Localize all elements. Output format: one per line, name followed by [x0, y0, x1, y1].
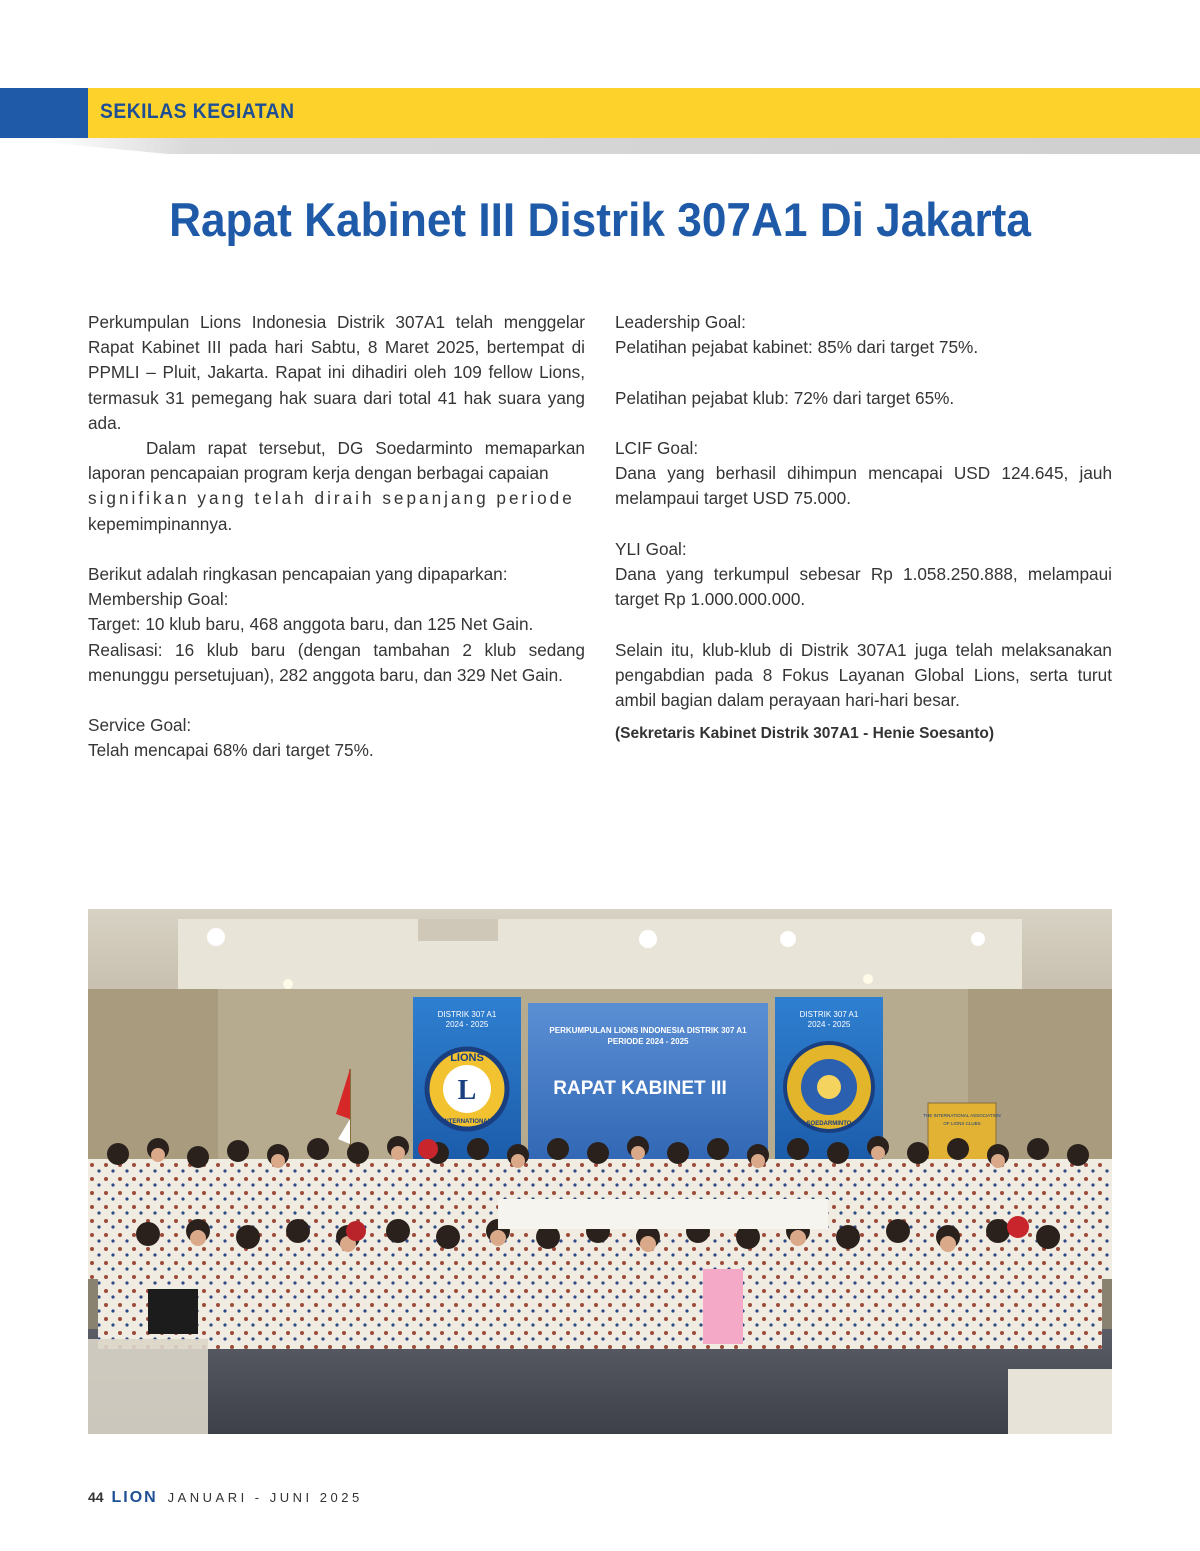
group-photo: [88, 909, 1112, 1434]
report-paragraph-spread-line: signifikan yang telah diraih sepanjang periode: [88, 488, 575, 509]
membership-realisasi: Realisasi: 16 klub baru (dengan tambahan 2 klub sedang menunggu persetujuan), 282 anggota baru, dan 329 Net Gain.: [88, 639, 585, 685]
banner-center-line1: PERKUMPULAN LIONS INDONESIA DISTRIK 307 A1: [549, 1026, 747, 1035]
membership-target: Target: 10 klub baru, 468 anggota baru, dan 125 Net Gain.: [88, 614, 534, 635]
left-column: [88, 310, 585, 764]
banner-right-line1: DISTRIK 307 A1: [799, 1010, 859, 1019]
banner-center-line2: PERIODE 2024 - 2025: [607, 1037, 689, 1046]
banner-center-line3: RAPAT KABINET III: [553, 1078, 727, 1099]
magazine-name: LION: [111, 1489, 158, 1506]
banner-left-line2: 2024 - 2025: [445, 1020, 489, 1029]
flag-text-line2: OF LIONS CLUBS: [943, 1121, 981, 1126]
yli-heading: YLI Goal:: [615, 538, 687, 559]
flag-text-line1: THE INTERNATIONAL ASSOCIATION: [923, 1113, 1001, 1118]
leadership-club: Pelatihan pejabat klub: 72% dari target 65%.: [615, 387, 955, 408]
page-number: 44: [88, 1489, 104, 1505]
closing-paragraph: Selain itu, klub-klub di Distrik 307A1 juga telah melaksanakan pengabdian pada 8 Fokus Layanan Global Lions, serta turut ambil bagian dalam perayaan hari-hari besar.: [615, 639, 1112, 710]
banner-left-line1: DISTRIK 307 A1: [437, 1010, 497, 1019]
lcif-heading: LCIF Goal:: [615, 437, 699, 458]
leadership-heading: Leadership Goal:: [615, 312, 746, 332]
group-photo-illustration: [88, 909, 1112, 1434]
yli-text: Dana yang terkumpul sebesar Rp 1.058.250.888, melampaui target Rp 1.000.000.000.: [615, 563, 1112, 610]
author-signature: (Sekretaris Kabinet Distrik 307A1 - Henie Soesanto): [615, 725, 995, 743]
report-paragraph-end: kepemimpinannya.: [88, 513, 233, 534]
issue-period: JANUARI - JUNI 2025: [167, 1490, 363, 1505]
header-shadow: [0, 138, 1200, 154]
summary-intro: Berikut adalah ringkasan pencapaian yang dipaparkan:: [88, 564, 508, 585]
banner-right-line2: 2024 - 2025: [807, 1020, 851, 1029]
district-emblem-text: SOEDARMINTO: [806, 1121, 852, 1127]
right-column: [615, 310, 1112, 746]
header-blue-block: [0, 88, 88, 138]
article-title: Rapat Kabinet III Distrik 307A1 Di Jakarta: [169, 193, 1031, 246]
service-heading: Service Goal:: [88, 715, 192, 736]
page-footer: [88, 1489, 363, 1507]
lions-emblem-bottom-text: INTERNATIONAL: [442, 1119, 492, 1125]
report-paragraph: Dalam rapat tersebut, DG Soedarminto memaparkan laporan pencapaian program kerja dengan berbagai capaian: [88, 438, 585, 484]
lcif-text: Dana yang berhasil dihimpun mencapai USD 124.645, jauh melampaui target USD 75.000.: [615, 463, 1112, 509]
intro-paragraph: Perkumpulan Lions Indonesia Distrik 307A1 telah menggelar Rapat Kabinet III pada hari Sabtu, 8 Maret 2025, bertempat di PPMLI – Pluit, Jakarta. Rapat ini dihadiri oleh 109 fellow Lions, termasuk 31 pemegang hak suara dari total 41 hak suara yang ada.: [88, 312, 585, 433]
lions-emblem-text: LIONS: [450, 1052, 484, 1064]
membership-heading: Membership Goal:: [88, 589, 229, 610]
crowd: [88, 1136, 1112, 1349]
leadership-cabinet: Pelatihan pejabat kabinet: 85% dari target 75%.: [615, 337, 979, 358]
section-label: SEKILAS KEGIATAN: [100, 100, 295, 123]
svg-text:L: L: [457, 1075, 477, 1106]
service-text: Telah mencapai 68% dari target 75%.: [88, 740, 374, 761]
